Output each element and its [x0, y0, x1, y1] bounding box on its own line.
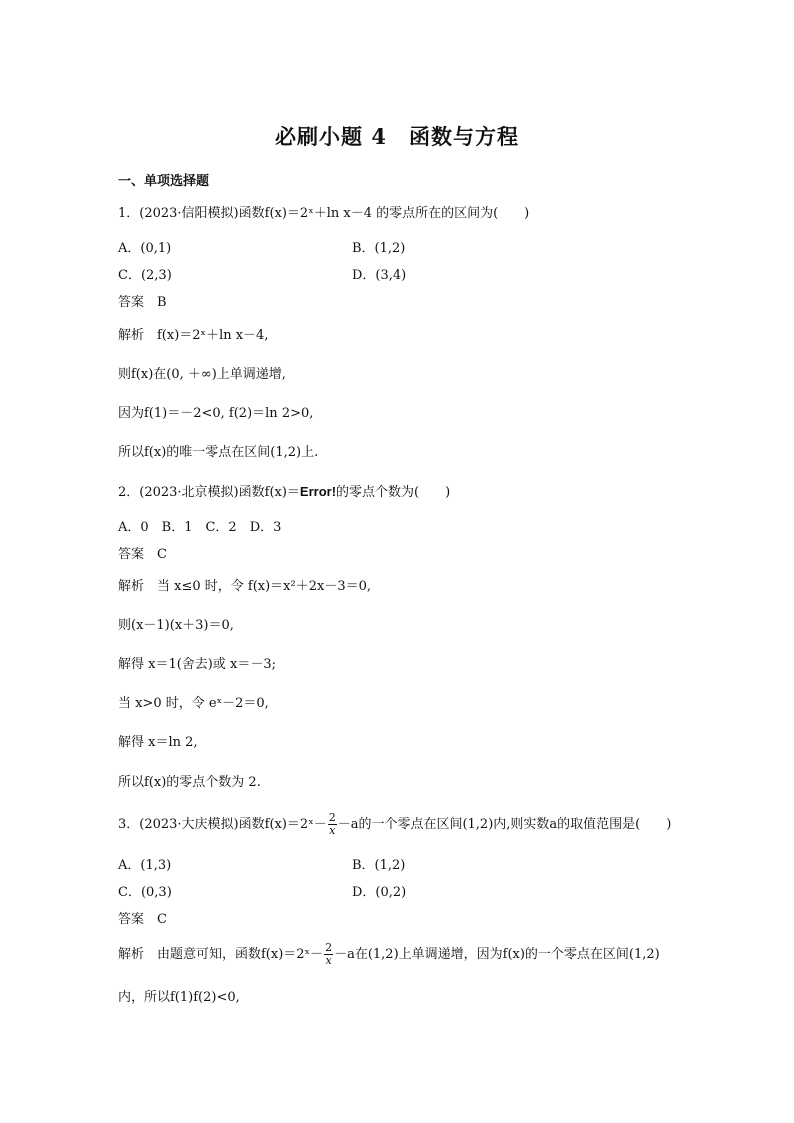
q3-option-c: C．(0,3) — [118, 885, 172, 900]
fraction-2-over-x — [328, 812, 337, 837]
q3-analysis-line — [118, 942, 660, 967]
q3-analysis-start: 解析 由题意可知，函数f(x)＝2ˣ－ — [118, 947, 324, 962]
q2-stem-end: 的零点个数为( ) — [336, 485, 451, 500]
q3-stem-start: 3．(2023·大庆模拟)函数f(x)＝2ˣ－ — [118, 817, 327, 832]
q1-option-b: B．(1,2) — [352, 241, 406, 256]
q1-analysis-line: 所以f(x)的唯一零点在区间(1,2)上. — [118, 445, 319, 460]
q2-analysis-line: 则(x－1)(x＋3)＝0, — [118, 618, 234, 633]
q3-stem-end: －a的一个零点在区间(1,2)内,则实数a的取值范围是( ) — [337, 817, 672, 832]
q3-analysis-end: －a在(1,2)上单调递增，因为f(x)的一个零点在区间(1,2) — [334, 947, 660, 962]
q2-analysis-line: 当 x>0 时，令 eˣ－2＝0, — [118, 696, 269, 711]
q3-option-a: A．(1,3) — [118, 858, 172, 873]
fraction-numerator: 2 — [328, 811, 336, 824]
fraction-numerator: 2 — [325, 941, 333, 954]
q3-option-b: B．(1,2) — [352, 858, 406, 873]
q2-analysis-line: 所以f(x)的零点个数为 2. — [118, 775, 261, 790]
q1-answer: 答案 B — [118, 295, 167, 310]
q1-analysis-line: 则f(x)在(0, ＋∞)上单调递增, — [118, 367, 286, 382]
section-heading: 一、单项选择题 — [118, 174, 210, 189]
fraction-denominator: x — [325, 954, 332, 967]
q3-answer: 答案 C — [118, 912, 167, 927]
fraction-2-over-x — [324, 942, 333, 967]
fraction-denominator: x — [329, 824, 336, 837]
q1-analysis-line: 因为f(1)＝－2<0, f(2)＝ln 2>0, — [118, 406, 314, 421]
q1-option-c: C．(2,3) — [118, 268, 172, 283]
q2-stem-start: 2．(2023·北京模拟)函数f(x)＝ — [118, 485, 300, 500]
q3-analysis-line: 内，所以f(1)f(2)<0, — [118, 990, 240, 1005]
q2-options: A．0 B．1 C．2 D．3 — [118, 520, 282, 535]
page-title: 必刷小题 4 函数与方程 — [275, 124, 519, 149]
question-3-stem — [118, 812, 671, 837]
q1-analysis-line: 解析 f(x)＝2ˣ＋ln x－4, — [118, 328, 269, 343]
q2-analysis-line: 解析 当 x≤0 时，令 f(x)＝x²＋2x－3＝0, — [118, 579, 371, 594]
q2-analysis-line: 解得 x＝1(舍去)或 x＝－3; — [118, 657, 276, 672]
q2-analysis-line: 解得 x＝ln 2, — [118, 735, 198, 750]
q1-option-d: D．(3,4) — [352, 268, 407, 283]
q2-error-text: Error! — [299, 484, 337, 499]
question-1-stem: 1．(2023·信阳模拟)函数f(x)＝2ˣ＋ln x－4 的零点所在的区间为( ) — [118, 206, 530, 221]
question-2-stem — [118, 483, 450, 502]
q2-answer: 答案 C — [118, 547, 167, 562]
q3-option-d: D．(0,2) — [352, 885, 407, 900]
q1-option-a: A．(0,1) — [118, 241, 172, 256]
